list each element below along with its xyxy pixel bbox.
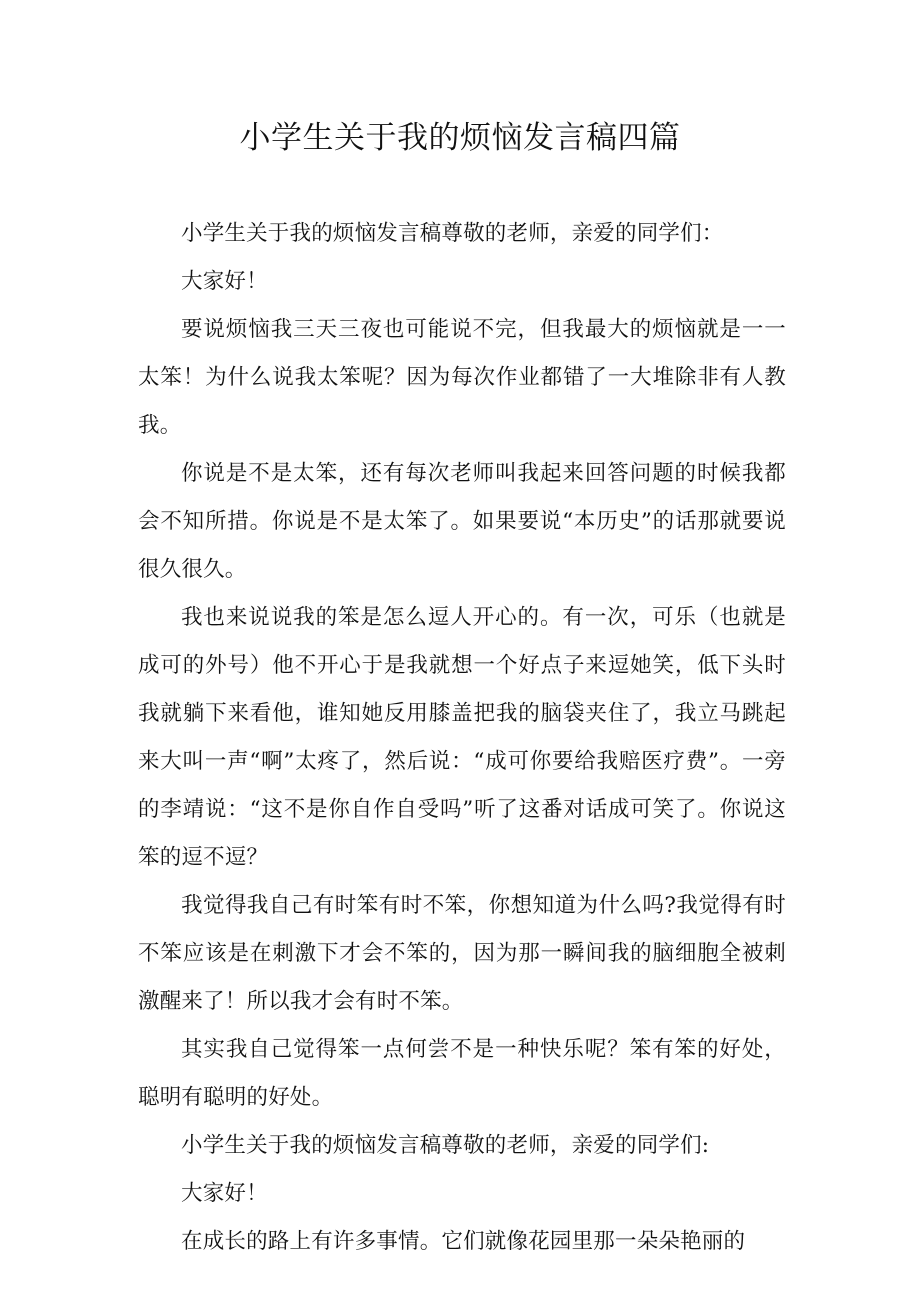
paragraph-worry: 要说烦恼我三天三夜也可能说不完，但我最大的烦恼就是一一太笨！为什么说我太笨呢？因为每次作业都错了一大堆除非有人教我。 [138, 317, 786, 438]
paragraph-sometimes: 我觉得我自己有时笨有时不笨，你想知道为什么吗?我觉得有时不笨应该是在刺激下才会不笨的，因为那一瞬间我的脑细胞全被刺激醒来了！所以我才会有时不笨。 [138, 893, 786, 1014]
paragraph-greeting: 小学生关于我的烦恼发言稿尊敬的老师，亲爱的同学们： [181, 221, 724, 246]
paragraph-growth: 在成长的路上有许多事情。它们就像花园里那一朵朵艳丽的 [181, 1229, 746, 1254]
paragraph-conclusion: 其实我自己觉得笨一点何尝不是一种快乐呢？笨有笨的好处，聪明有聪明的好处。 [138, 1037, 786, 1110]
document-body [138, 210, 786, 1266]
paragraph-hello-2: 大家好！ [181, 1181, 268, 1206]
paragraph-greeting-2: 小学生关于我的烦恼发言稿尊敬的老师，亲爱的同学们: [181, 1133, 710, 1158]
paragraph-hello: 大家好！ [181, 269, 268, 294]
paragraph-story: 我也来说说我的笨是怎么逗人开心的。有一次，可乐（也就是成可的外号）他不开心于是我就想一个好点子来逗她笑，低下头时我就躺下来看他，谁知她反用膝盖把我的脑袋夹住了，我立马跳起来大叫一声“啊”太疼了，然后说：“成可你要给我赔医疗费”。一旁的李靖说：“这不是你自作自受吗”听了这番对话成可笑了。你说这笨的逗不逗？ [138, 605, 786, 870]
document-title: 小学生关于我的烦恼发言稿四篇 [239, 120, 681, 156]
paragraph-not-knowing: 你说是不是太笨，还有每次老师叫我起来回答问题的时候我都会不知所措。你说是不是太笨了。如果要说“本历史”的话那就要说很久很久。 [138, 461, 786, 582]
